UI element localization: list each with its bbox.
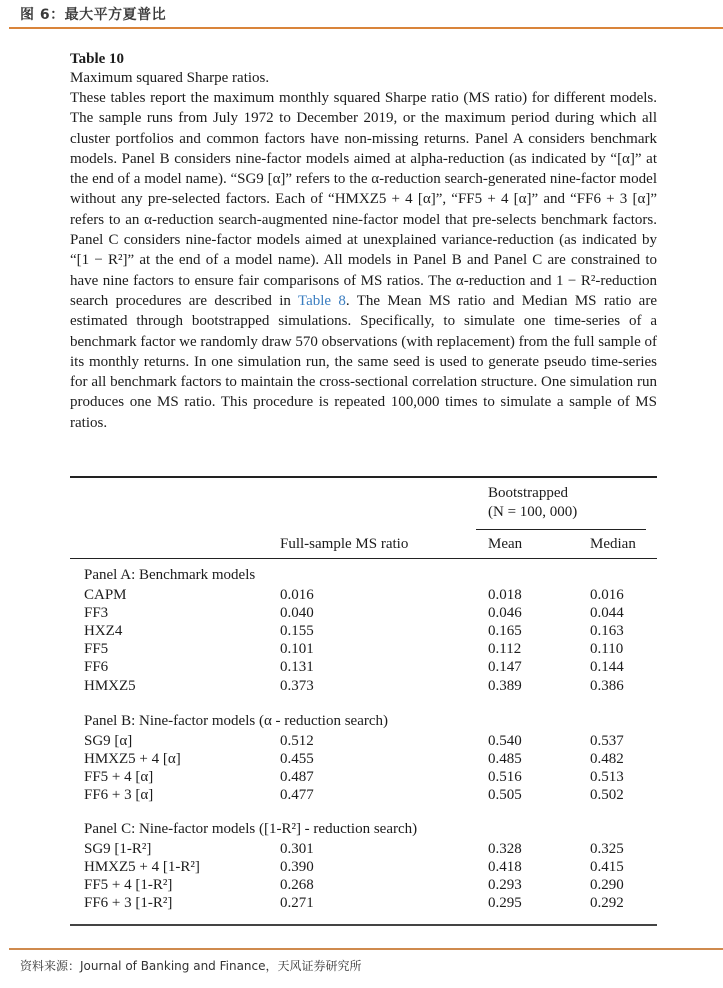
median-cell: 0.386 [590,677,624,694]
table-row [84,876,654,895]
mean-cell: 0.389 [488,677,522,694]
full-sample-cell: 0.512 [280,732,314,749]
median-cell: 0.290 [590,876,624,893]
panel-title: Panel A: Benchmark models [84,567,256,583]
table-row [84,622,654,641]
model-name-cell: HMXZ5 + 4 [α] [84,750,181,767]
bootstrapped-rule [476,529,646,530]
table-8-link[interactable]: Table 8 [297,292,346,309]
table-row [84,894,654,913]
median-cell: 0.016 [590,586,624,603]
header-n: (N = 100, 000) [488,504,578,520]
table-row [84,786,654,805]
mean-cell: 0.046 [488,604,522,621]
table-row [84,586,654,605]
median-cell: 0.110 [590,641,624,658]
full-sample-cell: 0.487 [280,768,314,785]
footer-divider [9,948,723,950]
full-sample-cell: 0.101 [280,641,314,658]
table-row [84,640,654,659]
mean-cell: 0.018 [488,586,522,603]
table-subtitle: Maximum squared Sharpe ratios. [70,70,270,86]
median-cell: 0.513 [590,768,624,785]
table-row [84,840,654,859]
table-row [84,658,654,677]
full-sample-cell: 0.016 [280,586,314,603]
table-caption [70,88,657,433]
mean-cell: 0.165 [488,622,522,639]
full-sample-cell: 0.390 [280,858,314,875]
full-sample-cell: 0.477 [280,787,314,804]
table-row [84,604,654,623]
model-name-cell: HMXZ5 [84,677,136,694]
model-name-cell: FF6 + 3 [α] [84,787,154,804]
header-bootstrapped: Bootstrapped [488,485,568,501]
full-sample-cell: 0.373 [280,677,314,694]
mean-cell: 0.328 [488,840,522,857]
mean-cell: 0.112 [488,641,522,658]
mean-cell: 0.295 [488,895,522,912]
full-sample-cell: 0.131 [280,659,314,676]
panel-title: Panel B: Nine-factor models (α - reduction search) [84,713,388,729]
figure-title: 图 6：最大平方夏普比 [20,7,167,23]
median-cell: 0.163 [590,622,624,639]
full-sample-cell: 0.271 [280,895,314,912]
model-name-cell: FF3 [84,604,109,621]
model-name-cell: SG9 [1-R²] [84,840,152,857]
model-name-cell: FF6 [84,659,109,676]
median-cell: 0.537 [590,732,624,749]
table-top-rule [70,476,657,478]
table-row [84,677,654,696]
model-name-cell: SG9 [α] [84,732,133,749]
mean-cell: 0.147 [488,659,522,676]
median-cell: 0.292 [590,895,624,912]
full-sample-cell: 0.040 [280,604,314,621]
median-cell: 0.415 [590,858,624,875]
table-row [84,750,654,769]
mean-cell: 0.505 [488,787,522,804]
mean-cell: 0.293 [488,876,522,893]
median-cell: 0.502 [590,787,624,804]
model-name-cell: FF5 [84,641,109,658]
caption-text-2: . The Mean MS ratio and Median MS ratio are estimated through bootstrapped simulations. Specifically, to simulate one time-series of a benchmark factor we randomly draw 570 observations (with replacement) from the full sample of its monthly returns. In one simulation run, the same seed is used to generate pseudo time-series for all benchmark factors to maintain the cross-sectional correlation structure. One simulation run produces one MS ratio. This procedure is repeated 100,000 times to simulate a sample of MS ratios. [70,292,657,431]
table-row [84,768,654,787]
table-label: Table 10 [70,51,125,67]
model-name-cell: FF5 + 4 [1-R²] [84,876,173,893]
table-row [84,858,654,877]
model-name-cell: FF6 + 3 [1-R²] [84,895,173,912]
mean-cell: 0.516 [488,768,522,785]
model-name-cell: HXZ4 [84,622,123,639]
caption-text-1: These tables report the maximum monthly squared Sharpe ratio (MS ratio) for different models. The sample runs from July 1972 to December 2019, or the maximum period during which all cluster portfolios and common factors have non-missing returns. Panel A considers benchmark models. Panel B considers nine-factor models aimed at alpha-reduction (as indicated by “[α]” at the end of a model name). “SG9 [α]” refers to the α-reduction search-generated nine-factor model without any pre-selected factors. Each of “HMXZ5 + 4 [α]”, “FF5 + 4 [α]” and “FF6 + 3 [α]” refers to an α-reduction search-augmented nine-factor model that pre-selects benchmark factors. Panel C considers nine-factor models aimed at unexplained variance-reduction (as indicated by “[1 − R²]” at the end of a model name). All models in Panel B and Panel C are constrained to have nine factors to ensure fair comparisons of MS ratios. The α-reduction and 1 − R²-reduction search procedures are described in [70,90,657,309]
full-sample-cell: 0.268 [280,876,314,893]
header-mean: Mean [488,536,523,552]
median-cell: 0.325 [590,840,624,857]
full-sample-cell: 0.155 [280,622,314,639]
header-divider [9,27,723,29]
panel-title: Panel C: Nine-factor models ([1-R²] - reduction search) [84,821,418,837]
median-cell: 0.044 [590,604,624,621]
header-bottom-rule [70,558,657,559]
model-name-cell: CAPM [84,586,127,603]
header-median: Median [590,536,636,552]
median-cell: 0.482 [590,750,624,767]
mean-cell: 0.540 [488,732,522,749]
full-sample-cell: 0.301 [280,840,314,857]
table-caption-block [70,50,657,433]
median-cell: 0.144 [590,659,624,676]
full-sample-cell: 0.455 [280,750,314,767]
source-note: 资料来源：Journal of Banking and Finance，天风证券研究所 [20,959,362,973]
model-name-cell: FF5 + 4 [α] [84,768,154,785]
table-bottom-rule [70,924,657,926]
model-name-cell: HMXZ5 + 4 [1-R²] [84,858,200,875]
mean-cell: 0.418 [488,858,522,875]
mean-cell: 0.485 [488,750,522,767]
header-full-sample: Full-sample MS ratio [280,536,409,552]
table-row [84,732,654,751]
